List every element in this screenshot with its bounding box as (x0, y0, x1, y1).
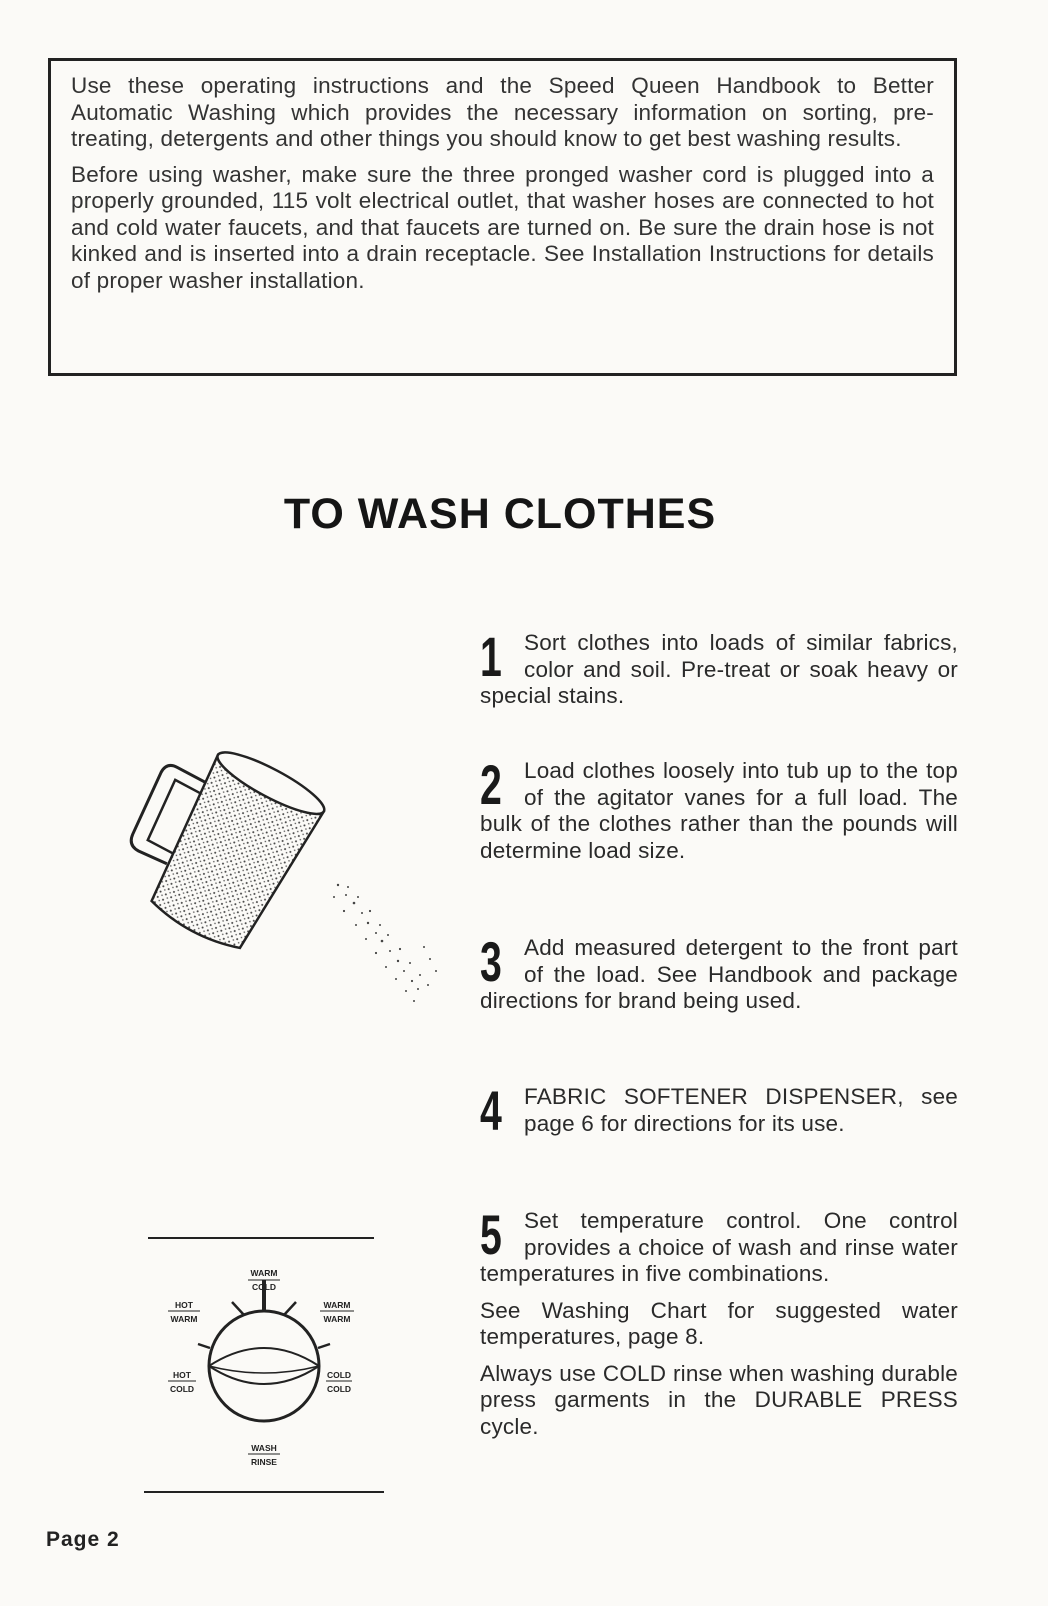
dial-top-wash: WARM (250, 1268, 278, 1278)
step-1-text: Sort clothes into loads of similar fabrics, color and soil. Pre-treat or soak heavy or special stains. (480, 630, 958, 708)
step-3-number: 3 (480, 930, 502, 993)
step-1-number: 1 (480, 625, 502, 688)
dial-upper-left-wash: HOT (175, 1300, 193, 1310)
dial-upper-left-rinse: WARM (170, 1314, 198, 1324)
dial-lower-left-rinse: COLD (169, 1384, 195, 1394)
step-3 (480, 930, 958, 1015)
step-4-number: 4 (480, 1079, 502, 1142)
step-3-text: Add measured detergent to the front part of the load. See Handbook and package directions for brand being used. (480, 935, 958, 1013)
intro-box (48, 58, 957, 376)
step-5-number: 5 (480, 1203, 502, 1266)
dial-top-rinse: COLD (251, 1282, 277, 1292)
dial-upper-right-wash: WARM (323, 1300, 351, 1310)
dial-upper-right-rinse: WARM (323, 1314, 351, 1324)
measuring-cup-illustration (118, 735, 458, 1015)
page-number: Page 2 (46, 1528, 120, 1551)
step-2-number: 2 (480, 753, 502, 816)
step-1 (480, 625, 958, 710)
step-5 (480, 1203, 958, 1440)
dial-lower-left-wash: HOT (173, 1370, 191, 1380)
step-4 (480, 1079, 958, 1142)
step-2-text: Load clothes loosely into tub up to the top of the agitator vanes for a full load. The bulk of the clothes rather than the pounds will determine load size. (480, 758, 958, 863)
step-5-extra-2: Always use COLD rinse when washing durable press garments in the DURABLE PRESS cycle. (480, 1360, 958, 1439)
dial-lower-right-wash: COLD (326, 1370, 352, 1380)
dial-legend-wash: WASH (251, 1443, 277, 1453)
intro-paragraph-1: Use these operating instructions and the Speed Queen Handbook to Better Automatic Washing which provides the necessary information on sorting, pre-treating, detergents and other things you should know to get best washing results. (71, 73, 934, 151)
dial-legend-rinse: RINSE (251, 1457, 277, 1467)
dial-lower-right-rinse: COLD (326, 1384, 352, 1394)
temperature-dial-illustration (140, 1230, 400, 1500)
intro-paragraph-2: Before using washer, make sure the three pronged washer cord is plugged into a properly grounded, 115 volt electrical outlet, that washer hoses are connected to hot and cold water faucets, and that faucets are turned on. Be sure the drain hose is not kinked and is inserted into a drain receptacle. See Installation Instructions for details of proper washer installation. (71, 161, 934, 293)
page-title: TO WASH CLOTHES (283, 490, 717, 538)
step-4-text: FABRIC SOFTENER DISPENSER, see page 6 for directions for its use. (524, 1084, 958, 1136)
step-5-extra-1: See Washing Chart for suggested water temperatures, page 8. (480, 1297, 958, 1349)
step-5-text: Set temperature control. One control provides a choice of wash and rinse water temperatures in five combinations. (480, 1208, 958, 1286)
step-2 (480, 753, 958, 864)
